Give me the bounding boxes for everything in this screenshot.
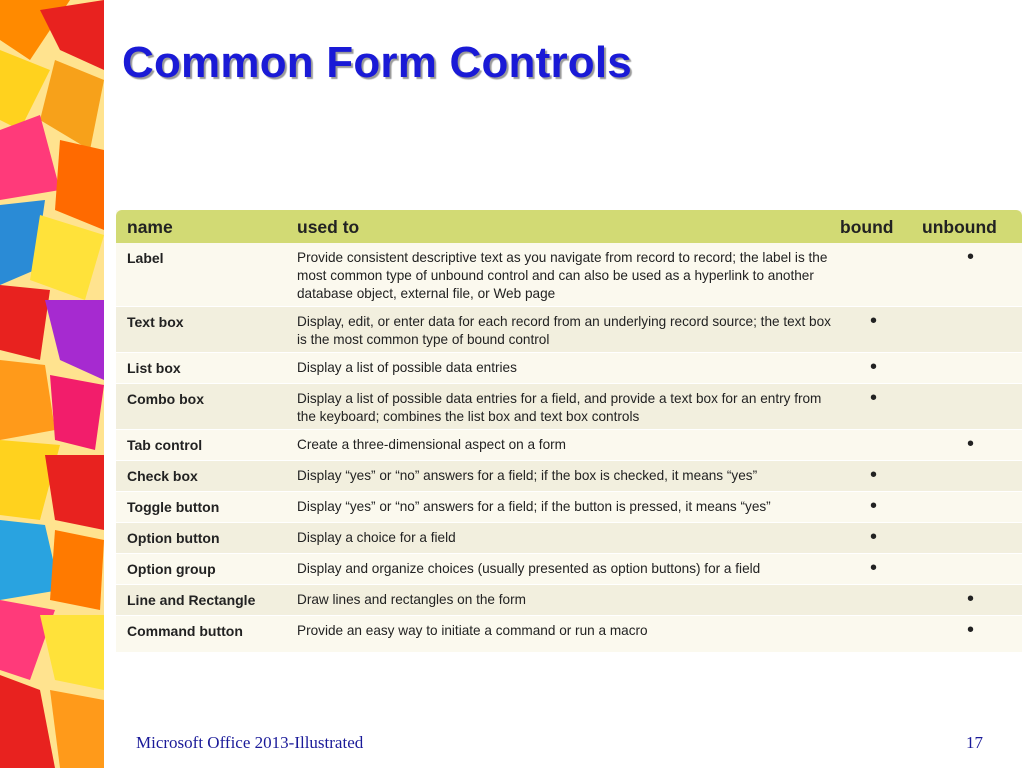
header-used-to: used to: [297, 217, 360, 237]
bound-marker: •: [870, 464, 878, 486]
table-header: [116, 210, 1022, 243]
slide-title: Common Form Controls: [122, 38, 632, 87]
bound-marker: •: [870, 526, 878, 548]
table-row: [116, 384, 1022, 430]
control-name: Option button: [127, 530, 220, 546]
control-description: Display “yes” or “no” answers for a field; if the box is checked, it means “yes”: [297, 468, 758, 483]
control-description: Display a list of possible data entries for a field, and provide a text box for an entry from the keyboard; combines the list box and text box controls: [297, 391, 822, 424]
unbound-marker: •: [967, 588, 975, 610]
control-name: Toggle button: [127, 499, 220, 515]
control-name: Tab control: [127, 437, 203, 453]
page-number: 17: [966, 733, 983, 752]
header-name: name: [127, 217, 173, 237]
table-row: [116, 430, 1022, 461]
unbound-marker: •: [967, 433, 975, 455]
control-description: Draw lines and rectangles on the form: [297, 592, 526, 607]
control-description: Display “yes” or “no” answers for a field; if the button is pressed, it means “yes”: [297, 499, 771, 514]
control-description: Display and organize choices (usually presented as option buttons) for a field: [297, 561, 761, 576]
table-row: [116, 353, 1022, 384]
header-unbound: unbound: [922, 217, 997, 237]
control-description: Display a list of possible data entries: [297, 360, 517, 375]
table-row: [116, 461, 1022, 492]
table-row: [116, 616, 1022, 651]
control-description: Create a three-dimensional aspect on a form: [297, 437, 566, 452]
control-name: Combo box: [127, 391, 204, 407]
control-description: Provide an easy way to initiate a command or run a macro: [297, 623, 648, 638]
footer-course-title: Microsoft Office 2013-Illustrated: [136, 733, 364, 752]
header-bound: bound: [840, 217, 894, 237]
control-name: Command button: [127, 623, 243, 639]
table-row: [116, 492, 1022, 523]
unbound-marker: •: [967, 619, 975, 641]
form-controls-table: [116, 210, 1022, 652]
control-name: Check box: [127, 468, 198, 484]
unbound-marker: •: [967, 246, 975, 268]
bound-marker: •: [870, 387, 878, 409]
control-name: Option group: [127, 561, 216, 577]
bound-marker: •: [870, 557, 878, 579]
table-row: [116, 554, 1022, 585]
bound-marker: •: [870, 356, 878, 378]
control-name: Line and Rectangle: [127, 592, 256, 608]
control-name: Label: [127, 250, 164, 266]
bound-marker: •: [870, 495, 878, 517]
decorative-side-graphic: [0, 0, 104, 768]
bound-marker: •: [870, 310, 878, 332]
control-description: Provide consistent descriptive text as you navigate from record to record; the label is the most common type of unbound control and can also be used as a hyperlink to another database object, external file, or Web page: [297, 250, 828, 301]
control-name: List box: [127, 360, 181, 376]
table-row: [116, 243, 1022, 307]
control-description: Display a choice for a field: [297, 530, 456, 545]
control-name: Text box: [127, 314, 184, 330]
table-row: [116, 585, 1022, 616]
table-row: [116, 307, 1022, 353]
table-row: [116, 523, 1022, 554]
control-description: Display, edit, or enter data for each record from an underlying record source; the text box is the most common type of bound control: [297, 314, 831, 347]
